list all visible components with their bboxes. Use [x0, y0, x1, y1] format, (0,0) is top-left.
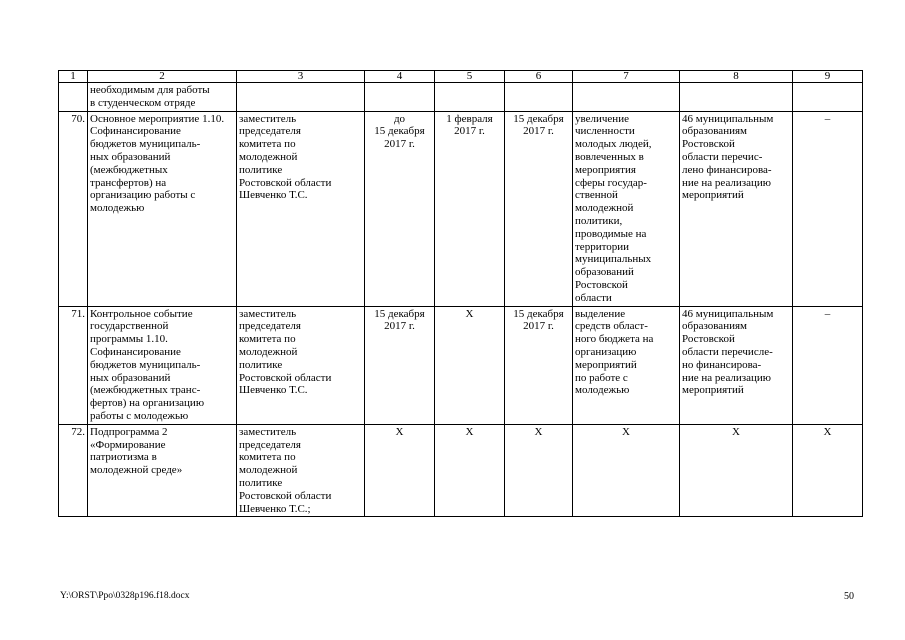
deadline-date: до 15 декабря 2017 г.: [365, 111, 435, 306]
continuation-cell-9: [793, 83, 863, 112]
deviation-reason: –: [793, 111, 863, 306]
header-cell-1: 1: [59, 71, 88, 83]
planned-result: выделение средств област- ного бюджета на организацию мероприятий по работе с молодежью: [573, 306, 680, 424]
continuation-cell-4: [365, 83, 435, 112]
actual-result: 46 муниципальным образованиям Ростовской области перечисле- но финансирова- ние на реализацию мероприятий: [680, 306, 793, 424]
actual-result: 46 муниципальным образованиям Ростовской области перечис- лено финансирова- ние на реализацию мероприятий: [680, 111, 793, 306]
responsible-person: заместитель председателя комитета по молодежной политике Ростовской области Шевченко Т.С.;: [237, 424, 365, 517]
continuation-cell-6: [505, 83, 573, 112]
continuation-cell-8: [680, 83, 793, 112]
continuation-row: [59, 83, 863, 112]
event-name: Основное мероприятие 1.10. Софинансирование бюджетов муниципаль- ных образований (межбюджетных трансфертов) на организацию работы с молодежью: [88, 111, 237, 306]
continuation-cell-5: [435, 83, 505, 112]
table-row: [59, 306, 863, 424]
header-cell-4: 4: [365, 71, 435, 83]
responsible-person: заместитель председателя комитета по молодежной политике Ростовской области Шевченко Т.С.: [237, 306, 365, 424]
header-row: [59, 71, 863, 83]
continuation-cell-2: необходимым для работы в студенческом отряде: [88, 83, 237, 112]
row-number: 72.: [59, 424, 88, 517]
planned-result: Х: [573, 424, 680, 517]
continuation-cell-1: [59, 83, 88, 112]
row-number: 71.: [59, 306, 88, 424]
events-table: [58, 70, 863, 517]
actual-end-date: 15 декабря 2017 г.: [505, 111, 573, 306]
header-cell-3: 3: [237, 71, 365, 83]
header-cell-5: 5: [435, 71, 505, 83]
actual-end-date: Х: [505, 424, 573, 517]
actual-start-date: 1 февраля 2017 г.: [435, 111, 505, 306]
header-cell-7: 7: [573, 71, 680, 83]
actual-result: Х: [680, 424, 793, 517]
row-number: 70.: [59, 111, 88, 306]
deadline-date: Х: [365, 424, 435, 517]
planned-result: увеличение численности молодых людей, вовлеченных в мероприятия сферы государ- ственной молодежной политики, проводимые на территории муниципальных образований Ростовской области: [573, 111, 680, 306]
responsible-person: заместитель председателя комитета по молодежной политике Ростовской области Шевченко Т.С.: [237, 111, 365, 306]
event-name: Подпрограмма 2 «Формирование патриотизма в молодежной среде»: [88, 424, 237, 517]
header-cell-8: 8: [680, 71, 793, 83]
page-number: 50: [844, 591, 854, 602]
continuation-cell-3: [237, 83, 365, 112]
event-name: Контрольное событие государственной программы 1.10. Софинансирование бюджетов муниципаль- ных образований (межбюджетных транс- фертов) на организацию работы с молодежью: [88, 306, 237, 424]
continuation-cell-7: [573, 83, 680, 112]
deadline-date: 15 декабря 2017 г.: [365, 306, 435, 424]
footer-file-path: Y:\ORST\Ppo\0328p196.f18.docx: [60, 591, 190, 601]
header-cell-2: 2: [88, 71, 237, 83]
table-row: [59, 111, 863, 306]
deviation-reason: –: [793, 306, 863, 424]
header-cell-9: 9: [793, 71, 863, 83]
table-row: [59, 424, 863, 517]
actual-start-date: Х: [435, 306, 505, 424]
actual-end-date: 15 декабря 2017 г.: [505, 306, 573, 424]
actual-start-date: Х: [435, 424, 505, 517]
header-cell-6: 6: [505, 71, 573, 83]
deviation-reason: Х: [793, 424, 863, 517]
